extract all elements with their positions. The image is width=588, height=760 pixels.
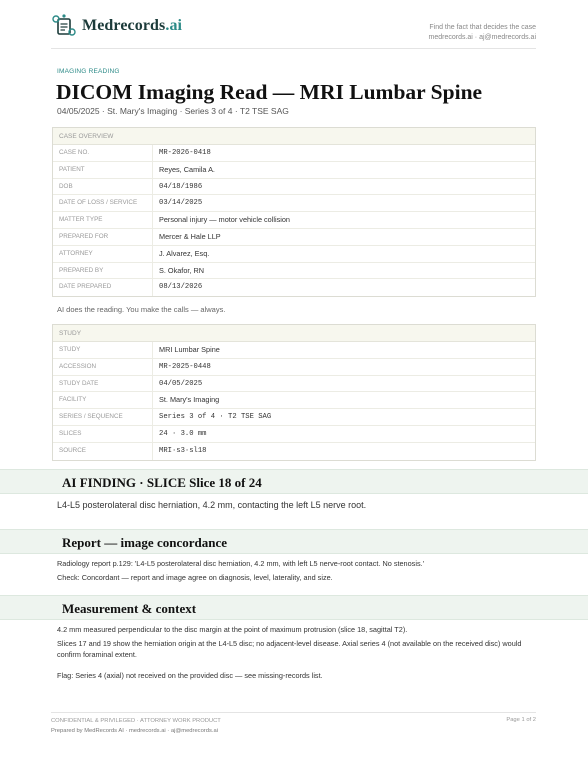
caduceus-document-logo-icon — [51, 13, 77, 39]
table-row — [53, 376, 535, 393]
row-value: J. Alvarez, Esq. — [159, 248, 210, 258]
table-row — [53, 342, 535, 359]
table-row — [53, 279, 535, 296]
case-overview-table — [52, 127, 536, 297]
prepared-by-line: Prepared by MedRecords AI · medrecords.ai · aj@medrecords.ai — [51, 728, 218, 734]
table-row — [53, 145, 535, 162]
table-row — [53, 212, 535, 229]
ai-finding-section-header — [0, 469, 588, 494]
report-check: Check: Concordant — report and image agree on diagnosis, level, laterality, and size. — [57, 573, 333, 582]
row-value: MRI·s3·sl18 — [159, 446, 207, 455]
tagline-text: Find the fact that decides the case — [429, 24, 536, 31]
contact-line: medrecords.ai · aj@medrecords.ai — [428, 34, 536, 41]
page-header — [51, 12, 536, 49]
row-value: Personal injury — motor vehicle collision — [159, 215, 290, 225]
row-value: 08/13/2026 — [159, 283, 203, 292]
case-overview-caption: CASE OVERVIEW — [53, 128, 535, 145]
brand-name: Medrecords.ai — [82, 17, 183, 34]
row-label: SLICES — [53, 426, 153, 442]
row-label: DOB — [53, 179, 153, 195]
table-row — [53, 263, 535, 280]
page-number: Page 1 of 2 — [506, 717, 536, 723]
row-value: St. Mary's Imaging — [159, 395, 220, 405]
study-table — [52, 324, 536, 461]
row-label: STUDY — [53, 342, 153, 358]
report-concordance-section-header — [0, 529, 588, 554]
measurement-paragraph-1: 4.2 mm measured perpendicular to the disc margin at the point of maximum protrusion (slice 18, sagittal T2). — [57, 625, 408, 634]
page-footer — [51, 712, 536, 736]
row-label: CASE NO. — [53, 145, 153, 161]
row-label: SOURCE — [53, 443, 153, 460]
missing-records-flag: Flag: Series 4 (axial) not received on the provided disc — see missing-records list. — [57, 671, 323, 680]
table-row — [53, 359, 535, 376]
row-label: PREPARED BY — [53, 263, 153, 279]
confidentiality-notice: CONFIDENTIAL & PRIVILEGED · ATTORNEY WORK PRODUCT — [51, 718, 221, 724]
row-value: 04/18/1986 — [159, 182, 203, 191]
row-label: FACILITY — [53, 392, 153, 408]
row-value: S. Okafor, RN — [159, 265, 205, 275]
table-row — [53, 443, 535, 460]
table-row — [53, 426, 535, 443]
row-value: 04/05/2025 — [159, 379, 203, 388]
page-subtitle: 04/05/2025 · St. Mary's Imaging · Series 3 of 4 · T2 TSE SAG — [57, 106, 289, 116]
page-title: DICOM Imaging Read — MRI Lumbar Spine — [56, 80, 483, 104]
measurement-paragraph-2: Slices 17 and 19 show the herniation origin at the L4-L5 disc; no adjacent-level disease. Axial series 4 (not available on the received disc) would confirm foraminal extent. — [57, 639, 522, 659]
report-quote: Radiology report p.129: 'L4-L5 posterolateral disc herniation, 4.2 mm, with left L5 nerve-root contact. No stenosis.' — [57, 559, 425, 568]
table-row — [53, 195, 535, 212]
row-label: ATTORNEY — [53, 246, 153, 262]
row-label: ACCESSION — [53, 359, 153, 375]
report-concordance-heading: Report — image concordance — [62, 535, 227, 550]
ai-finding-heading: AI FINDING · SLICE Slice 18 of 24 — [62, 475, 262, 490]
table-row — [53, 179, 535, 196]
measurement-section-header — [0, 595, 588, 620]
brand-logo — [51, 13, 182, 39]
ai-disclaimer-note: AI does the reading. You make the calls — always. — [57, 305, 226, 314]
row-value: MR-2025-0448 — [159, 362, 211, 371]
row-label: DATE OF LOSS / SERVICE — [53, 195, 153, 211]
row-label: PREPARED FOR — [53, 229, 153, 245]
measurement-heading: Measurement & context — [62, 601, 197, 616]
row-value: Reyes, Camila A. — [159, 164, 215, 174]
row-value: 24 · 3.0 mm — [159, 429, 207, 438]
row-value: MR-2026-0418 — [159, 149, 211, 157]
row-label: STUDY DATE — [53, 376, 153, 392]
table-row — [53, 162, 535, 179]
table-row — [53, 409, 535, 426]
table-row — [53, 246, 535, 263]
row-label: DATE PREPARED — [53, 279, 153, 296]
ai-finding-text: L4-L5 posterolateral disc herniation, 4.2 mm, contacting the left L5 nerve root. — [57, 500, 367, 510]
row-value: MRI Lumbar Spine — [159, 345, 220, 354]
row-value: Series 3 of 4 · T2 TSE SAG — [159, 413, 272, 422]
table-row — [53, 229, 535, 246]
row-value: 03/14/2025 — [159, 199, 203, 208]
row-label: MATTER TYPE — [53, 212, 153, 228]
row-value: Mercer & Hale LLP — [159, 231, 221, 241]
table-row — [53, 392, 535, 409]
document-category: IMAGING READING — [57, 68, 120, 75]
row-label: SERIES / SEQUENCE — [53, 409, 153, 425]
row-label: PATIENT — [53, 162, 153, 178]
header-tagline — [429, 23, 536, 43]
study-caption: STUDY — [53, 325, 535, 342]
